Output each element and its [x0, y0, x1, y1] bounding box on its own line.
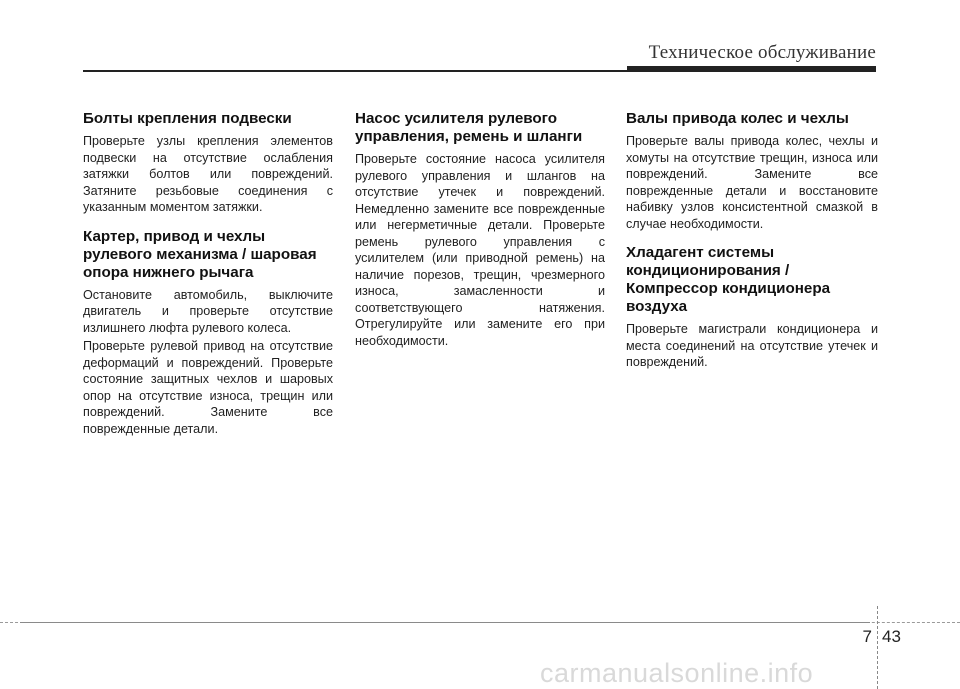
- footer-rule: [20, 622, 870, 623]
- page-header-title: Техническое обслуживание: [648, 42, 876, 63]
- section-title-drive-shafts: Валы привода колес и чехлы: [626, 110, 849, 127]
- footer-divider: [877, 606, 878, 689]
- section-title-suspension-bolts: Болты крепления подвески: [83, 110, 292, 127]
- column-middle: [355, 110, 605, 351]
- section-text-suspension-bolts: Проверьте узлы крепления элементов подвески на отсутствие ослабления затяжки болтов или повреждений. Затяните резьбовые соединения с указанным моментом затяжки.: [83, 134, 333, 214]
- section-title-power-steering: Насос усилителя рулевого управления, ремень и шланги: [355, 110, 583, 145]
- column-right: [626, 110, 878, 373]
- chapter-number: 7: [862, 627, 872, 646]
- header-rule-accent: [627, 66, 876, 72]
- section-text-power-steering: Проверьте состояние насоса усилителя рулевого управления и шлангов на отсутствие утечек и повреждений. Немедленно замените все поврежденные или негерметичные детали. Проверьте ремень рулевого управления с усилителем (или приводной ремень) на наличие порезов, трещин, чрезмерного износа, замасленности и соответствующего натяжения. Отрегулируйте или замените его при необходимости.: [355, 152, 605, 348]
- watermark: carmanualsonline.info: [540, 658, 814, 688]
- section-text-air-conditioning: Проверьте магистрали кондиционера и места соединений на отсутствие утечек и повреждений.: [626, 322, 878, 369]
- section-text-steering-gear-1: Остановите автомобиль, выключите двигатель и проверьте отсутствие излишнего люфта рулевого колеса.: [83, 287, 333, 335]
- column-left: [83, 110, 333, 439]
- section-text-drive-shafts: Проверьте валы привода колес, чехлы и хомуты на отсутствие трещин, износа или повреждений. Замените все поврежденные детали и восстановите набивку узлов консистентной смазкой в случае необходимости.: [626, 134, 878, 231]
- page-number: 43: [882, 627, 901, 646]
- section-title-steering-gear: Картер, привод и чехлы рулевого механизма / шаровая опора нижнего рычага: [83, 227, 317, 281]
- section-title-air-conditioning: Хладагент системы кондиционирования / Компрессор кондиционера воздуха: [626, 244, 831, 315]
- section-text-steering-gear-2: Проверьте рулевой привод на отсутствие деформаций и повреждений. Проверьте состояние защитных чехлов и шаровых опор на отсутствие износа, трещин или повреждений. Замените все поврежденные детали.: [83, 339, 333, 436]
